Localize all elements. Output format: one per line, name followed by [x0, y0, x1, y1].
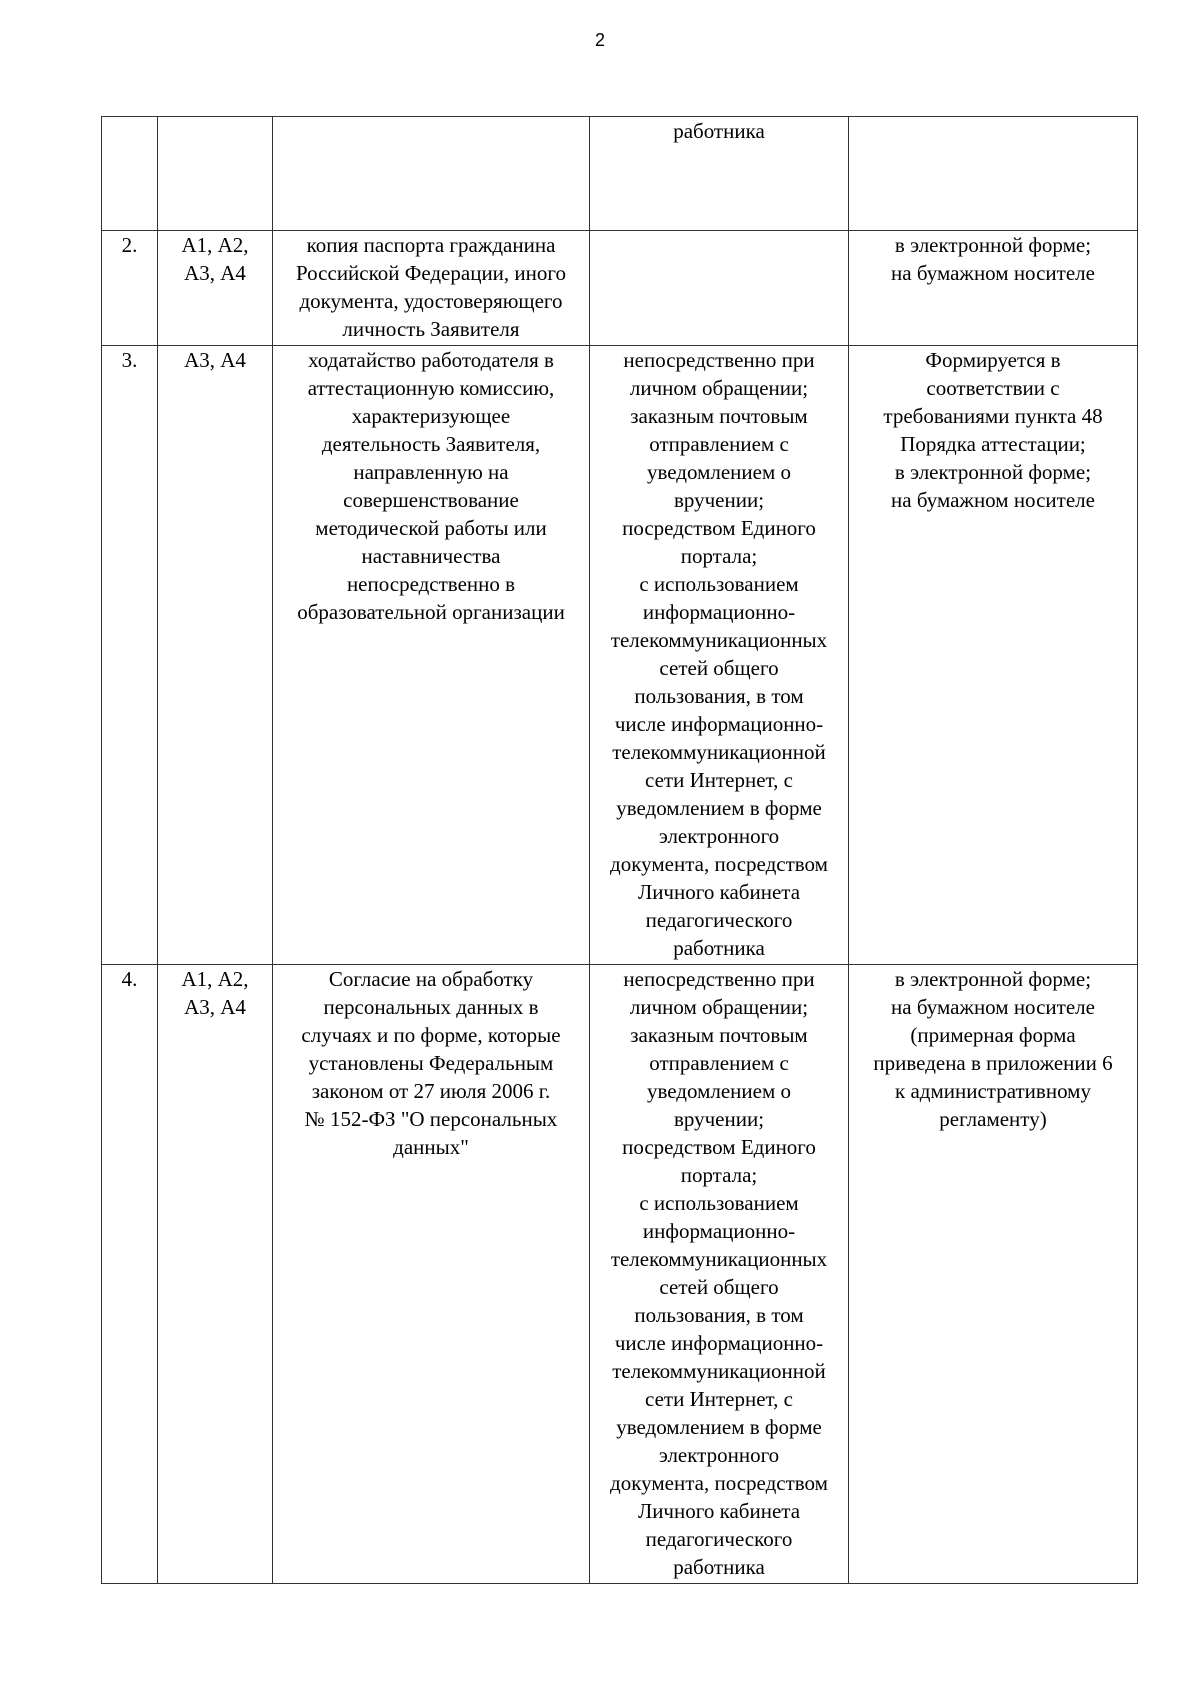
- row-number-cell: [102, 117, 158, 231]
- submission-method-cell: непосредственно при личном обращении; заказным почтовым отправлением с уведомлением о вручении; посредством Единого портала; с использованием информационно- телекоммуникационных сетей общего пользования, в том числе информационно- телекоммуникационной сети Интернет, с уведомлением в форме электронного документа, посредством Личного кабинета педагогического работника: [590, 965, 849, 1584]
- document-name-cell: Согласие на обработку персональных данных в случаях и по форме, которые установлены Федеральным законом от 27 июля 2006 г. № 152-ФЗ "О персональных данных": [273, 965, 590, 1584]
- applicant-codes-cell: А1, А2, А3, А4: [158, 965, 273, 1584]
- document-form-cell: [849, 117, 1138, 231]
- table-row: [102, 965, 1138, 1584]
- documents-table: [101, 116, 1138, 1584]
- page-number: 2: [594, 30, 605, 50]
- row-number-cell: 4.: [102, 965, 158, 1584]
- row-number-cell: 2.: [102, 231, 158, 346]
- document-name-cell: копия паспорта гражданина Российской Федерации, иного документа, удостоверяющего личность Заявителя: [273, 231, 590, 346]
- submission-method-cell: работника: [590, 117, 849, 231]
- table-row: [102, 117, 1138, 231]
- document-form-cell: Формируется в соответствии с требованиями пункта 48 Порядка аттестации; в электронной форме; на бумажном носителе: [849, 346, 1138, 965]
- document-form-cell: в электронной форме; на бумажном носителе: [849, 231, 1138, 346]
- document-form-cell: в электронной форме; на бумажном носителе (примерная форма приведена в приложении 6 к административному регламенту): [849, 965, 1138, 1584]
- table-row: [102, 346, 1138, 965]
- row-number-cell: 3.: [102, 346, 158, 965]
- document-name-cell: [273, 117, 590, 231]
- applicant-codes-cell: [158, 117, 273, 231]
- applicant-codes-cell: А3, А4: [158, 346, 273, 965]
- applicant-codes-cell: А1, А2, А3, А4: [158, 231, 273, 346]
- table-row: [102, 231, 1138, 346]
- submission-method-cell: непосредственно при личном обращении; заказным почтовым отправлением с уведомлением о вручении; посредством Единого портала; с использованием информационно- телекоммуникационных сетей общего пользования, в том числе информационно- телекоммуникационной сети Интернет, с уведомлением в форме электронного документа, посредством Личного кабинета педагогического работника: [590, 346, 849, 965]
- document-name-cell: ходатайство работодателя в аттестационную комиссию, характеризующее деятельность Заявителя, направленную на совершенствование методической работы или наставничества непосредственно в образовательной организации: [273, 346, 590, 965]
- submission-method-cell: [590, 231, 849, 346]
